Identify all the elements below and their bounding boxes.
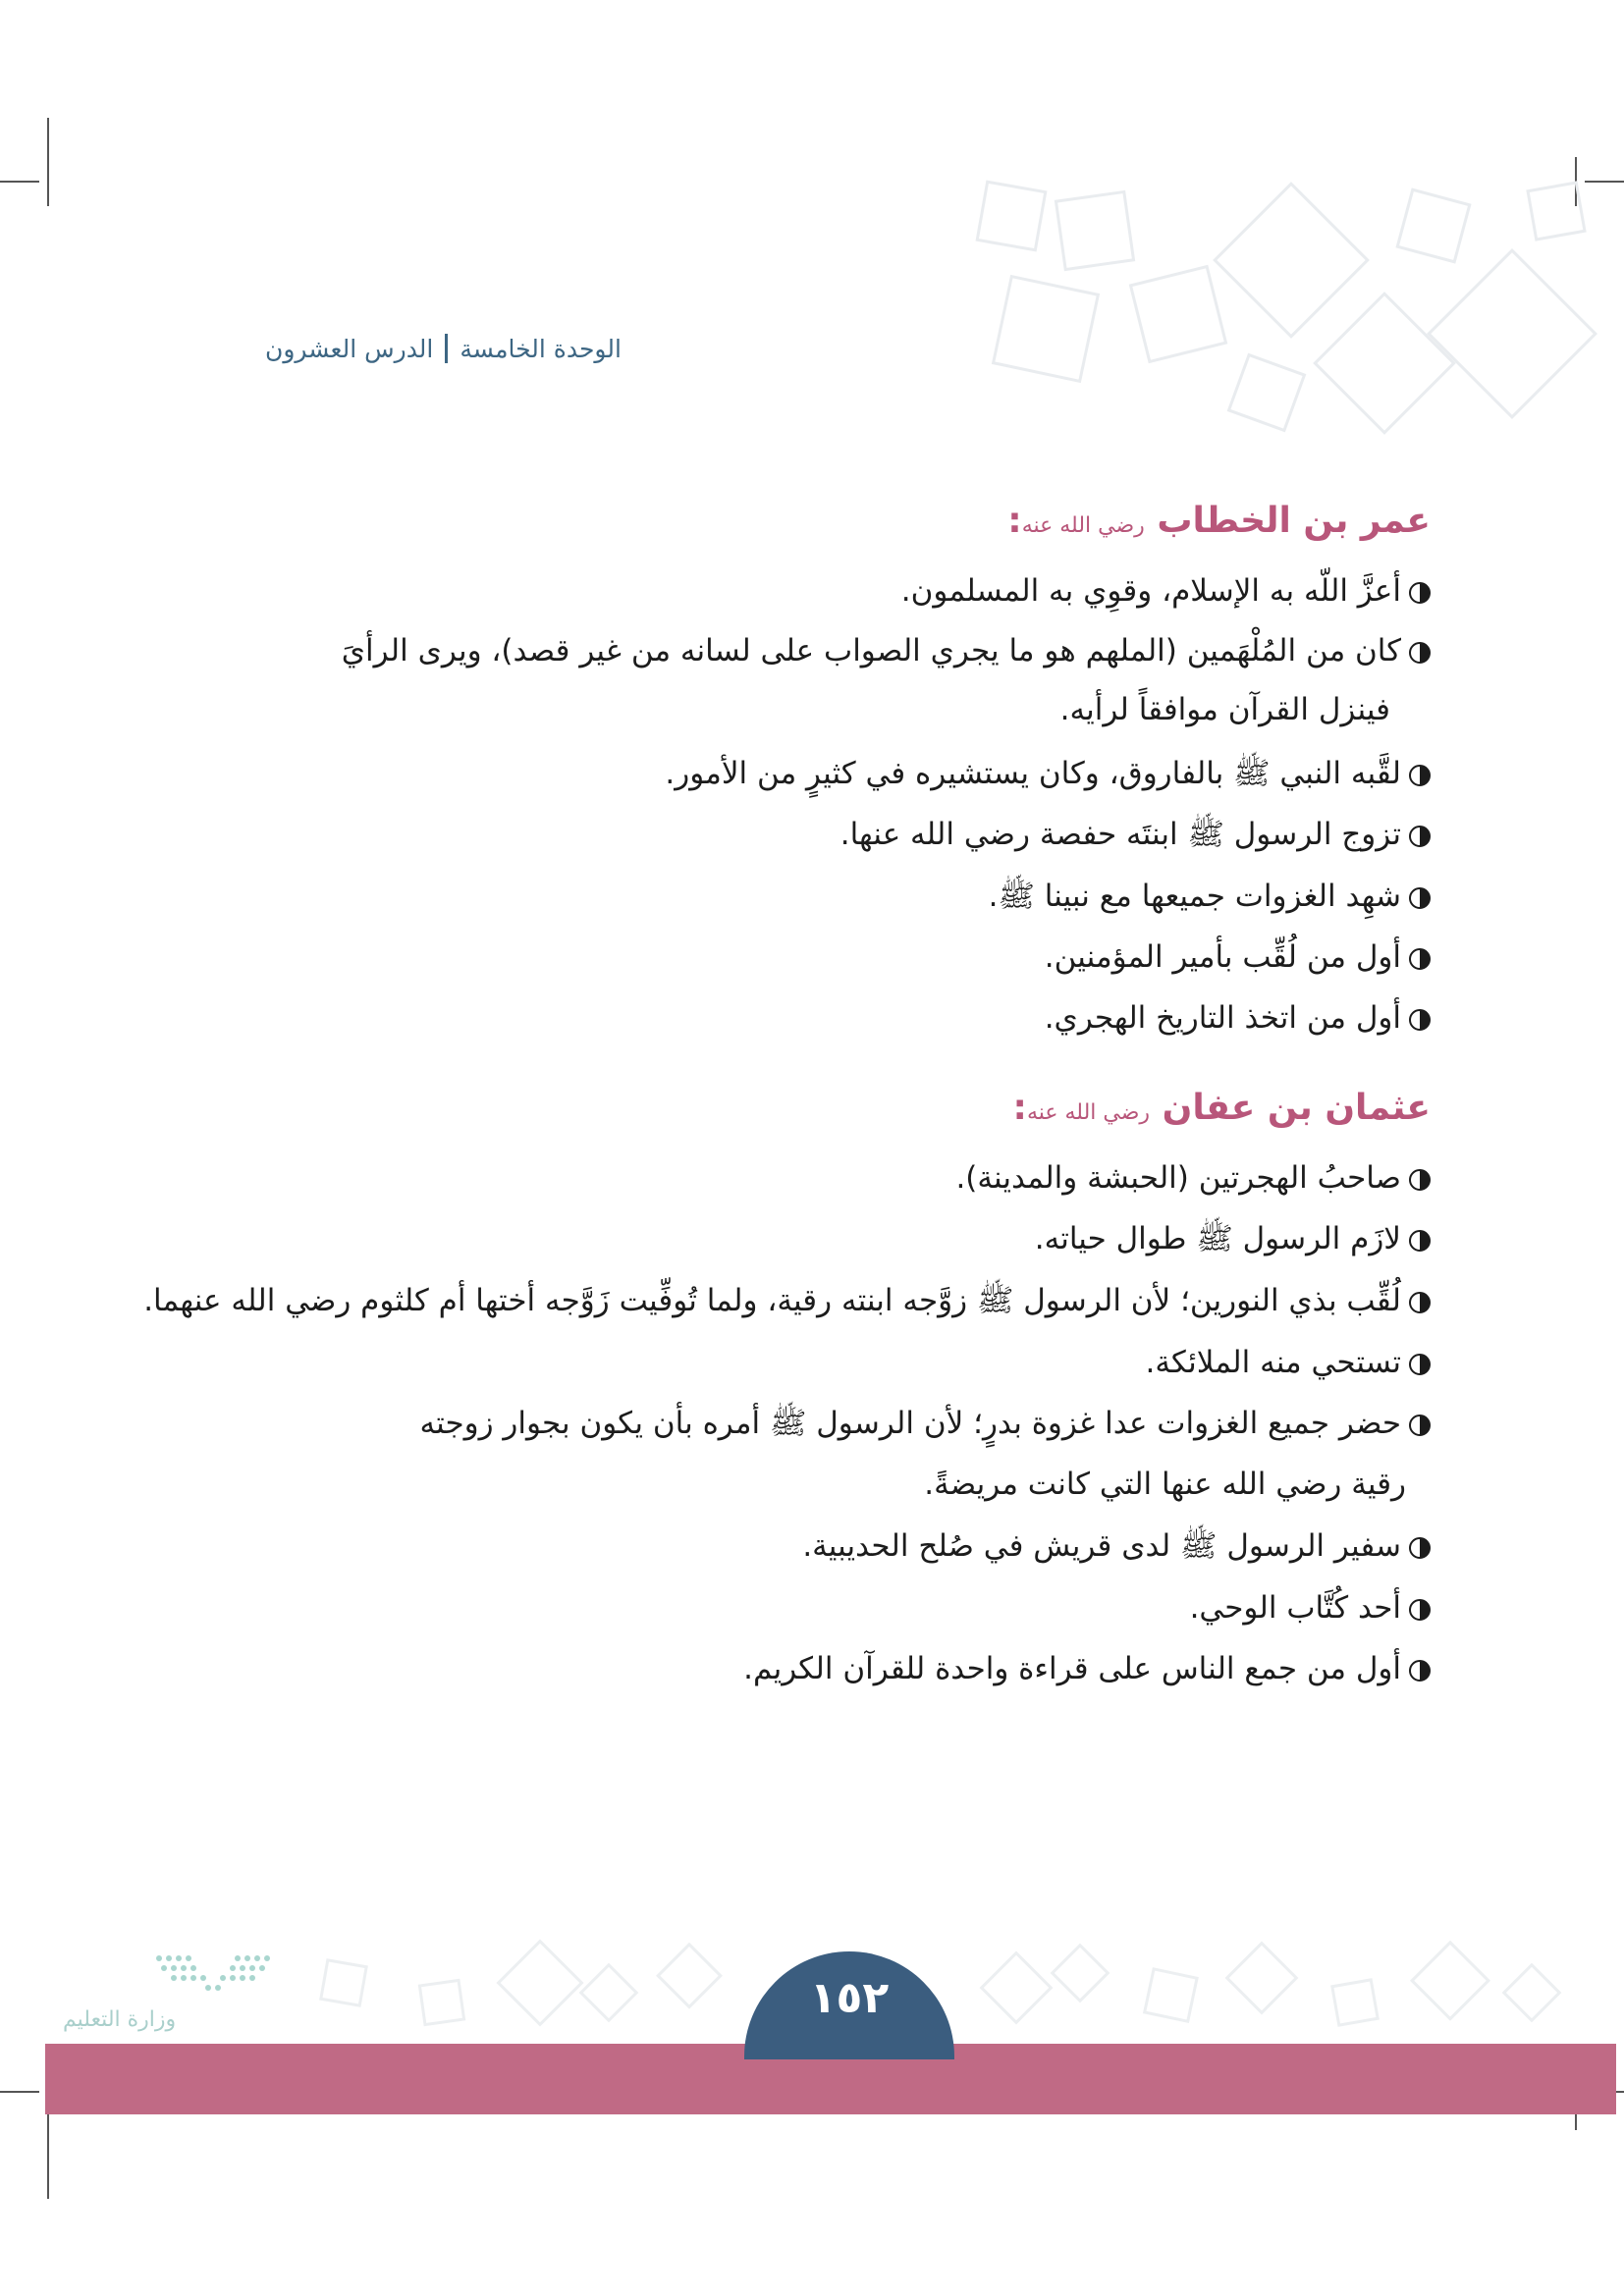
- bullet-icon: [1409, 1009, 1431, 1031]
- bullet-icon: [1409, 1292, 1431, 1313]
- list-item: لقَّبه النبي ﷺ بالفاروق، وكان يستشيره في كثيرٍ من الأمور.: [665, 754, 1431, 793]
- list-item: شهِد الغزوات جميعها مع نبينا ﷺ.: [989, 877, 1431, 916]
- list-item: سفير الرسول ﷺ لدى قريش في صُلح الحديبية.: [802, 1526, 1431, 1566]
- bullet-icon: [1409, 582, 1431, 604]
- list-item: تزوج الرسول ﷺ ابنتَه حفصة رضي الله عنها.: [840, 815, 1431, 854]
- list-item: أول من اتخذ التاريخ الهجري.: [1045, 998, 1431, 1038]
- crop-mark: [0, 2091, 39, 2093]
- bullet-icon: [1409, 1169, 1431, 1191]
- list-item: كان من المُلْهَمين (الملهم هو ما يجري الصواب على لسانه من غير قصد)، ويرى الرأيَ: [342, 631, 1431, 670]
- header-divider: [445, 334, 448, 363]
- bullet-icon: [1409, 642, 1431, 664]
- lesson-label: الدرس العشرون: [265, 335, 434, 363]
- crop-mark: [47, 118, 49, 206]
- section-title-othman: عثمان بن عفان رضي الله عنه:: [1012, 1088, 1431, 1128]
- bullet-icon: [1409, 1660, 1431, 1682]
- list-item: تستحي منه الملائكة.: [1146, 1343, 1431, 1382]
- bullet-icon: [1409, 826, 1431, 847]
- list-item: أول من لُقِّب بأمير المؤمنين.: [1045, 937, 1431, 977]
- bullet-icon: [1409, 1354, 1431, 1375]
- list-item: أحد كُتَّاب الوحي.: [1190, 1588, 1431, 1628]
- list-item-continuation: رقية رضي الله عنها التي كانت مريضةً.: [924, 1467, 1406, 1502]
- honorific: رضي الله عنه: [1026, 1100, 1151, 1125]
- list-item: حضر جميع الغزوات عدا غزوة بدرٍ؛ لأن الرسول ﷺ أمره بأن يكون بجوار زوجته: [419, 1404, 1431, 1443]
- bullet-icon: [1409, 1415, 1431, 1436]
- list-item: صاحبُ الهجرتين (الحبشة والمدينة).: [955, 1158, 1431, 1198]
- list-item: لُقِّب بذي النورين؛ لأن الرسول ﷺ زوَّجه ابنته رقية، ولما تُوفِّيت زَوَّجه أختها أم كلثوم رضي الله عنهما.: [143, 1281, 1431, 1320]
- unit-label: الوحدة الخامسة: [460, 335, 622, 363]
- list-item: أول من جمع الناس على قراءة واحدة للقرآن الكريم.: [743, 1649, 1431, 1688]
- bullet-icon: [1409, 765, 1431, 786]
- bullet-icon: [1409, 1599, 1431, 1621]
- list-item: أعزَّ اللّه به الإسلام، وقوِي به المسلمون.: [901, 571, 1431, 611]
- list-item-continuation: فينزل القرآن موافقاً لرأيه.: [1059, 692, 1390, 727]
- bullet-icon: [1409, 948, 1431, 970]
- ministry-logo-text: وزارة التعليم: [63, 2007, 177, 2032]
- page-header: [265, 334, 622, 363]
- bullet-icon: [1409, 887, 1431, 909]
- bullet-icon: [1409, 1537, 1431, 1559]
- section-title-omar: عمر بن الخطاب رضي الله عنه:: [1007, 501, 1431, 541]
- crop-mark: [47, 2110, 49, 2199]
- crop-mark: [0, 181, 39, 183]
- bullet-icon: [1409, 1230, 1431, 1252]
- page-number: ١٥٢: [809, 1973, 890, 2023]
- list-item: لازَم الرسول ﷺ طوال حياته.: [1035, 1219, 1431, 1258]
- honorific: رضي الله عنه: [1021, 513, 1145, 538]
- decorative-pattern: [943, 167, 1624, 461]
